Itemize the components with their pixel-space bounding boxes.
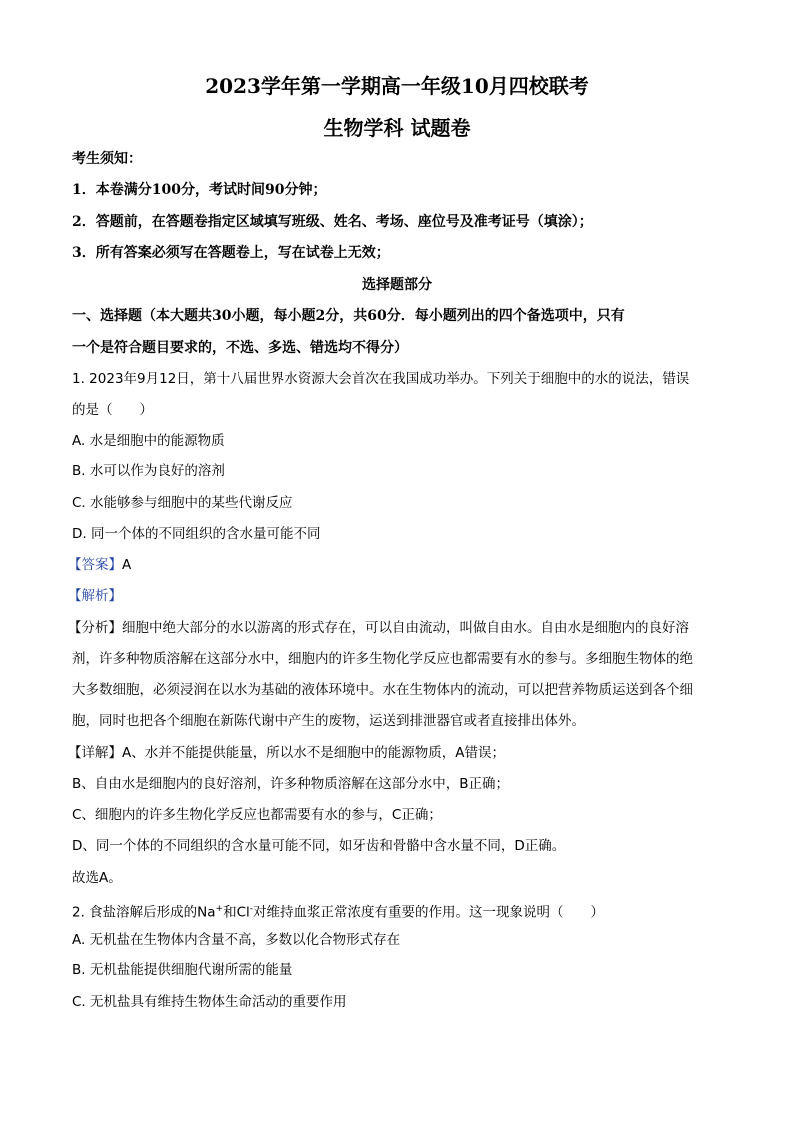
section-intro: 一、选择题（本大题共30小题，每小题2分，共60分．每小题列出的四个备选项中，只有: [72, 308, 625, 324]
answer-value: A: [122, 557, 132, 573]
xiangjie-text: C、细胞内的许多生物化学反应也都需要有水的参与，C正确；: [72, 807, 442, 823]
question-1-option-b: B. 水可以作为良好的溶剂: [72, 463, 225, 479]
fenxi-label: 【分析】: [68, 620, 122, 636]
xiangjie-text: B、自由水是细胞内的良好溶剂，许多种物质溶解在这部分水中，B正确；: [72, 776, 510, 792]
stem-part: 2. 食盐溶解后形成的Na: [72, 904, 216, 921]
xiangjie-line: [68, 743, 734, 763]
fenxi-text: 细胞中绝大部分的水以游离的形式存在，可以自由流动，叫做自由水。自由水是细胞内的良好溶: [122, 620, 689, 636]
xiangjie-label: 【详解】: [68, 745, 122, 761]
page-subtitle: 生物学科 试题卷: [323, 116, 471, 140]
answer-label: 【答案】: [68, 557, 122, 573]
analysis-label: 【解析】: [68, 588, 122, 604]
stem-part: 对维持血浆正常浓度有重要的作用。这一现象说明（ ）: [253, 904, 605, 921]
notice-heading: 考生须知：: [72, 151, 142, 167]
question-1-option-d: D. 同一个体的不同组织的含水量可能不同: [72, 526, 321, 542]
xiangjie-text: D、同一个体的不同组织的含水量可能不同，如牙齿和骨骼中含水量不同，D正确。: [72, 838, 566, 854]
notice-item: 2．答题前，在答题卷指定区域填写班级、姓名、考场、座位号及准考证号（填涂）；: [72, 214, 593, 230]
xiangjie-text: A、水并不能提供能量，所以水不是细胞中的能源物质，A错误；: [122, 745, 505, 761]
fenxi-text: 剂，许多种物质溶解在这部分水中，细胞内的许多生物化学反应也都需要有水的参与。多细胞生物体的绝: [72, 651, 693, 667]
stem-part: 和Cl: [223, 904, 250, 921]
question-1-stem: 1. 2023年9月12日，第十八届世界水资源大会首次在我国成功举办。下列关于细胞中的水的说法，错误: [72, 371, 690, 387]
notice-item: 3．所有答案必须写在答题卷上，写在试卷上无效；: [72, 245, 390, 261]
conclusion: 故选A。: [72, 870, 122, 886]
question-2-stem: [72, 899, 734, 923]
page-title: 2023学年第一学期高一年级10月四校联考: [205, 74, 589, 98]
fenxi-line: [68, 618, 734, 638]
notice-item: 1．本卷满分100分，考试时间90分钟；: [72, 182, 327, 198]
question-1-stem: 的是（ ）: [72, 402, 153, 418]
question-1-option-c: C. 水能够参与细胞中的某些代谢反应: [72, 495, 293, 511]
question-2-option-c: C. 无机盐具有维持生物体生命活动的重要作用: [72, 994, 347, 1010]
question-2-option-b: B. 无机盐能提供细胞代谢所需的能量: [72, 962, 293, 978]
section-intro: 一个是符合题目要求的，不选、多选、错选均不得分）: [72, 340, 408, 356]
superscript: +: [215, 904, 224, 914]
answer-line: [68, 555, 734, 575]
section-title: 选择题部分: [362, 277, 432, 293]
question-1-option-a: A. 水是细胞中的能源物质: [72, 433, 225, 449]
fenxi-text: 胞，同时也把各个细胞在新陈代谢中产生的废物，运送到排泄器官或者直接排出体外。: [72, 713, 585, 729]
fenxi-text: 大多数细胞，必须浸润在以水为基础的液体环境中。水在生物体内的流动，可以把营养物质运送到各个细: [72, 682, 693, 698]
question-2-option-a: A. 无机盐在生物体内含量不高，多数以化合物形式存在: [72, 932, 401, 948]
superscript: -: [249, 904, 254, 914]
